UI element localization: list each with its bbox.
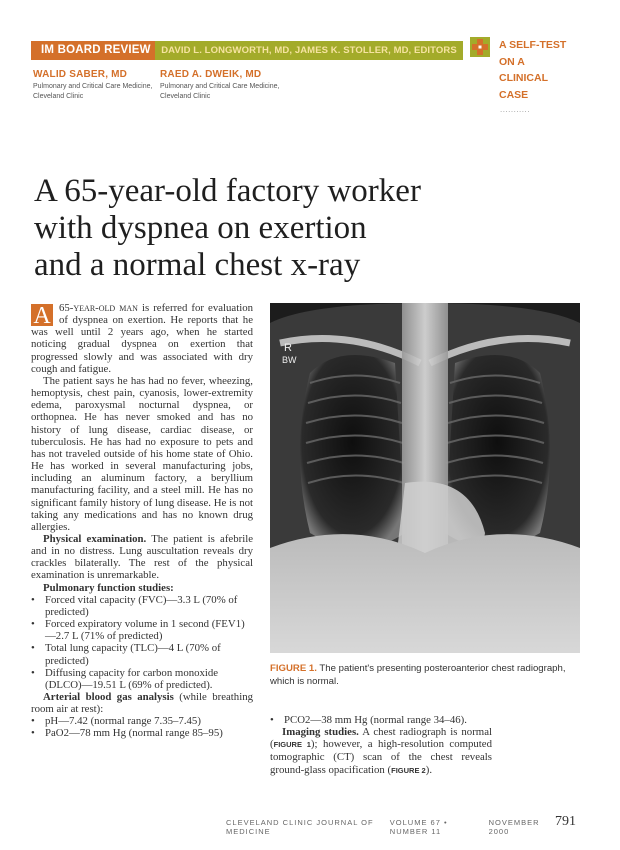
list-item: • Diffusing capacity for carbon monoxide (DLCO)—19.51 L (69% of predicted). [31, 667, 253, 691]
list-item: • Forced expiratory volume in 1 second (FEV1)—2.7 L (71% of predicted) [31, 618, 253, 642]
cross-logo-icon [470, 37, 490, 57]
title-line: A 65-year-old factory worker [34, 173, 421, 209]
affiliation-line: Cleveland Clinic [160, 92, 211, 100]
pft-heading: Pulmonary function studies: [43, 581, 174, 594]
title-line: with dyspnea on exertion [34, 210, 367, 246]
journal-name: CLEVELAND CLINIC JOURNAL OF MEDICINE [226, 818, 374, 836]
editors-line: DAVID L. LONGWORTH, MD, JAMES K. STOLLER, MD, EDITORS [155, 41, 463, 60]
article-title [34, 173, 494, 284]
author-name: RAED A. DWEIK, MD [160, 69, 262, 80]
chest-xray-image [270, 303, 580, 653]
list-item: • Total lung capacity (TLC)—4 L (70% of predicted) [31, 642, 253, 666]
dotted-rule: ........... [500, 105, 530, 114]
imaging-text: A chest radiograph is normal ( [270, 726, 492, 751]
self-test-line: CLINICAL [499, 72, 548, 84]
author-block [33, 69, 152, 101]
svg-text:R: R [284, 342, 292, 354]
volume-number: VOLUME 67 • NUMBER 11 [389, 818, 448, 836]
title-line: and a normal chest x-ray [34, 247, 361, 283]
drop-cap: A [31, 304, 53, 326]
figure-caption [270, 663, 580, 688]
physical-exam-paragraph [31, 533, 253, 582]
affiliation-line: Cleveland Clinic [33, 92, 84, 100]
section-label: IM BOARD REVIEW [31, 41, 155, 60]
header-band [31, 41, 463, 60]
figure-ref[interactable]: FIGURE 1 [273, 740, 311, 750]
pft-list [31, 594, 253, 691]
svg-text:BW: BW [282, 355, 297, 365]
page-number: 791 [555, 814, 576, 829]
self-test-line: CASE [499, 88, 529, 101]
imaging-text: ). [425, 763, 433, 776]
figure-caption-text: The patient's presenting posteroanterior chest radiograph, which is normal. [270, 663, 566, 687]
list-item: • Forced vital capacity (FVC)—3.3 L (70% of predicted) [31, 594, 253, 618]
list-item: • pH—7.42 (normal range 7.35–7.45) [31, 715, 253, 727]
figure-label: FIGURE 1. [270, 663, 317, 674]
body-column-left [31, 302, 253, 740]
physical-exam-heading: Physical examination. [43, 532, 147, 545]
page-footer [226, 814, 576, 836]
figure-ref[interactable]: FIGURE 2 [391, 765, 426, 775]
author-affiliation [160, 82, 279, 101]
issue-date: NOVEMBER 2000 [488, 818, 540, 836]
abg-paragraph [31, 691, 253, 715]
imaging-paragraph [270, 726, 492, 777]
chest-xray-icon [270, 303, 580, 653]
affiliation-line: Pulmonary and Critical Care Medicine, [160, 83, 280, 90]
body-column-right [270, 714, 492, 777]
intro-text: is referred for evaluation of dyspnea on exertion. He reports that he was well until 2 years ago, when he started noticing gradual dyspnea on exertion that progressed slowly and was associated with dry cough and fatigue. [31, 302, 253, 375]
abg-list [31, 715, 253, 739]
abg-list-continued [270, 714, 492, 726]
list-item: • PaO2—78 mm Hg (normal range 85–95) [31, 727, 253, 739]
author-block [160, 69, 279, 101]
author-affiliation [33, 82, 152, 101]
self-test-label [499, 37, 569, 103]
imaging-heading: Imaging studies. [282, 726, 359, 739]
intro-paragraph [31, 302, 253, 375]
intro-smallcaps: 65-year-old man [59, 302, 138, 314]
abg-heading: Arterial blood gas analysis [43, 691, 174, 703]
list-item: • PCO2—38 mm Hg (normal range 34–46). [270, 714, 492, 726]
affiliation-line: Pulmonary and Critical Care Medicine, [33, 83, 153, 90]
self-test-line: ON A [499, 55, 525, 68]
physical-exam-text: The patient is afebrile and in no distress. Lung auscultation reveals dry crackles bilaterally. The rest of the physical examination is unremarkable. [31, 532, 253, 582]
history-paragraph: The patient says he has had no fever, wheezing, hemoptysis, chest pain, cyanosis, lower-extremity edema, paroxysmal nocturnal dyspnea, or orthopnea. He has never smoked and has no history of lung disease, cardiac disease, or tuberculosis. He has had no exposure to pets and has not traveled outside of his home state of Ohio. He has worked in several manufacturing jobs, including an aluminum factory, a beryllium manufacturing facility, and a steel mill. He has no significant family history of lung disease. He is not taking any medications and has no known drug allergies. [31, 374, 253, 533]
abg-text: (while breathing room air at rest): [31, 691, 253, 716]
author-name: WALID SABER, MD [33, 69, 128, 80]
imaging-text: ); however, a high-resolution computed tomographic (CT) scan of the chest reveals ground-glass opacification ( [270, 738, 492, 776]
self-test-line: A SELF-TEST [499, 39, 567, 51]
